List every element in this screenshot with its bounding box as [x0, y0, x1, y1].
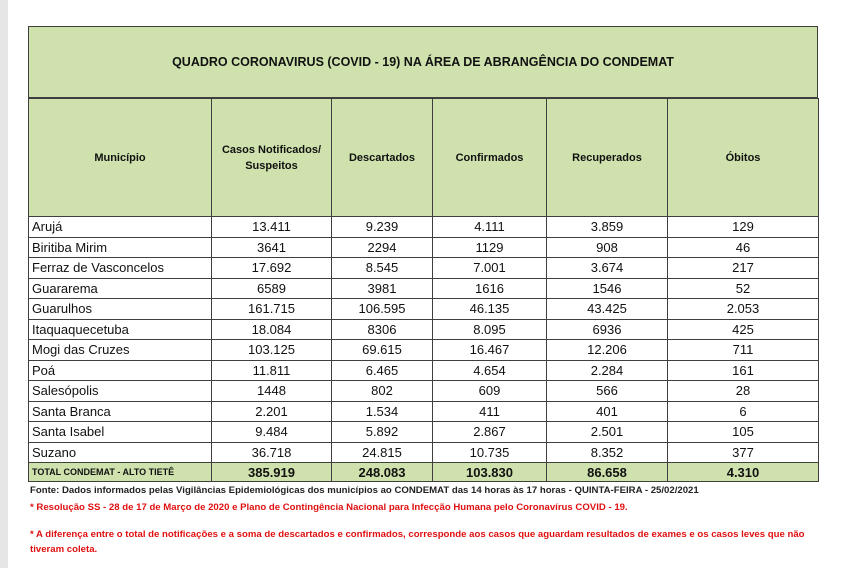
- table-row: [29, 401, 819, 422]
- cell-obitos: 377: [668, 442, 819, 463]
- cell-obitos: 46: [668, 237, 819, 258]
- cell-descartados: 69.615: [332, 340, 433, 361]
- cell-descartados: 5.892: [332, 422, 433, 443]
- cell-recuperados: 908: [547, 237, 668, 258]
- table-row: [29, 319, 819, 340]
- cell-confirmados: 609: [433, 381, 547, 402]
- total-confirmados: 103.830: [433, 463, 547, 482]
- table-title: QUADRO CORONAVIRUS (COVID - 19) NA ÁREA DE ABRANGÊNCIA DO CONDEMAT: [28, 26, 818, 98]
- cell-obitos: 52: [668, 278, 819, 299]
- cell-municipio: Santa Isabel: [29, 422, 212, 443]
- cell-descartados: 8.545: [332, 258, 433, 279]
- cell-casos-notificados: 11.811: [212, 360, 332, 381]
- cell-obitos: 2.053: [668, 299, 819, 320]
- cell-obitos: 425: [668, 319, 819, 340]
- header-obitos: Óbitos: [668, 99, 819, 217]
- cell-obitos: 105: [668, 422, 819, 443]
- cell-municipio: Guararema: [29, 278, 212, 299]
- cell-descartados: 3981: [332, 278, 433, 299]
- cell-municipio: Santa Branca: [29, 401, 212, 422]
- table-row: [29, 422, 819, 443]
- cell-casos-notificados: 17.692: [212, 258, 332, 279]
- cell-obitos: 161: [668, 360, 819, 381]
- cell-descartados: 2294: [332, 237, 433, 258]
- cell-recuperados: 8.352: [547, 442, 668, 463]
- cell-municipio: Biritiba Mirim: [29, 237, 212, 258]
- page-edge: [0, 0, 8, 568]
- cell-casos-notificados: 13.411: [212, 217, 332, 238]
- header-confirmados: Confirmados: [433, 99, 547, 217]
- cell-casos-notificados: 36.718: [212, 442, 332, 463]
- table-row: [29, 381, 819, 402]
- cell-obitos: 6: [668, 401, 819, 422]
- cell-confirmados: 16.467: [433, 340, 547, 361]
- cell-recuperados: 566: [547, 381, 668, 402]
- table-row: [29, 299, 819, 320]
- cell-confirmados: 1616: [433, 278, 547, 299]
- header-row: [29, 99, 819, 217]
- total-municipio: TOTAL CONDEMAT - ALTO TIETÊ: [29, 463, 212, 482]
- cell-confirmados: 1129: [433, 237, 547, 258]
- cell-obitos: 217: [668, 258, 819, 279]
- cell-municipio: Poá: [29, 360, 212, 381]
- header-recuperados: Recuperados: [547, 99, 668, 217]
- cell-casos-notificados: 3641: [212, 237, 332, 258]
- cell-casos-notificados: 18.084: [212, 319, 332, 340]
- table-row: [29, 237, 819, 258]
- cell-descartados: 6.465: [332, 360, 433, 381]
- total-row: [29, 463, 819, 482]
- cell-recuperados: 401: [547, 401, 668, 422]
- difference-note: * A diferença entre o total de notificações e a soma de descartados e confirmados, corresponde aos casos que aguardam resultados de exames e os casos leves que não tiveram coleta.: [30, 529, 805, 555]
- footnotes: [30, 484, 830, 557]
- cell-obitos: 28: [668, 381, 819, 402]
- cell-municipio: Arujá: [29, 217, 212, 238]
- total-descartados: 248.083: [332, 463, 433, 482]
- covid-table: [28, 98, 819, 482]
- cell-descartados: 24.815: [332, 442, 433, 463]
- cell-casos-notificados: 6589: [212, 278, 332, 299]
- total-obitos: 4.310: [668, 463, 819, 482]
- cell-casos-notificados: 9.484: [212, 422, 332, 443]
- total-recuperados: 86.658: [547, 463, 668, 482]
- cell-municipio: Guarulhos: [29, 299, 212, 320]
- cell-obitos: 129: [668, 217, 819, 238]
- cell-casos-notificados: 1448: [212, 381, 332, 402]
- cell-confirmados: 46.135: [433, 299, 547, 320]
- table-row: [29, 442, 819, 463]
- cell-municipio: Salesópolis: [29, 381, 212, 402]
- total-casos-notificados: 385.919: [212, 463, 332, 482]
- cell-confirmados: 8.095: [433, 319, 547, 340]
- source-note: Fonte: Dados informados pelas Vigilâncias Epidemiológicas dos municípios ao CONDEMAT das 14 horas às 17 horas - QUINTA-FEIRA - 25/02/2021: [30, 485, 699, 496]
- cell-recuperados: 2.284: [547, 360, 668, 381]
- cell-descartados: 106.595: [332, 299, 433, 320]
- cell-recuperados: 6936: [547, 319, 668, 340]
- cell-municipio: Itaquaquecetuba: [29, 319, 212, 340]
- cell-recuperados: 1546: [547, 278, 668, 299]
- cell-descartados: 1.534: [332, 401, 433, 422]
- cell-confirmados: 4.111: [433, 217, 547, 238]
- header-casos-notificados-label: Casos Notificados/ Suspeitos: [221, 143, 322, 172]
- table-row: [29, 258, 819, 279]
- cell-confirmados: 411: [433, 401, 547, 422]
- cell-obitos: 711: [668, 340, 819, 361]
- table-row: [29, 360, 819, 381]
- cell-municipio: Suzano: [29, 442, 212, 463]
- cell-recuperados: 3.859: [547, 217, 668, 238]
- cell-municipio: Mogi das Cruzes: [29, 340, 212, 361]
- cell-recuperados: 12.206: [547, 340, 668, 361]
- header-municipio: Município: [29, 99, 212, 217]
- cell-confirmados: 10.735: [433, 442, 547, 463]
- cell-confirmados: 4.654: [433, 360, 547, 381]
- cell-municipio: Ferraz de Vasconcelos: [29, 258, 212, 279]
- cell-recuperados: 2.501: [547, 422, 668, 443]
- cell-casos-notificados: 2.201: [212, 401, 332, 422]
- cell-descartados: 9.239: [332, 217, 433, 238]
- cell-descartados: 8306: [332, 319, 433, 340]
- cell-descartados: 802: [332, 381, 433, 402]
- cell-casos-notificados: 103.125: [212, 340, 332, 361]
- header-descartados: Descartados: [332, 99, 433, 217]
- table-row: [29, 278, 819, 299]
- table-row: [29, 340, 819, 361]
- cell-confirmados: 7.001: [433, 258, 547, 279]
- cell-recuperados: 3.674: [547, 258, 668, 279]
- table-row: [29, 217, 819, 238]
- header-casos-notificados: [212, 99, 332, 217]
- resolution-note: * Resolução SS - 28 de 17 de Março de 2020 e Plano de Contingência Nacional para Infecção Humana pelo Coronavírus COVID - 19.: [30, 502, 628, 513]
- cell-casos-notificados: 161.715: [212, 299, 332, 320]
- cell-recuperados: 43.425: [547, 299, 668, 320]
- cell-confirmados: 2.867: [433, 422, 547, 443]
